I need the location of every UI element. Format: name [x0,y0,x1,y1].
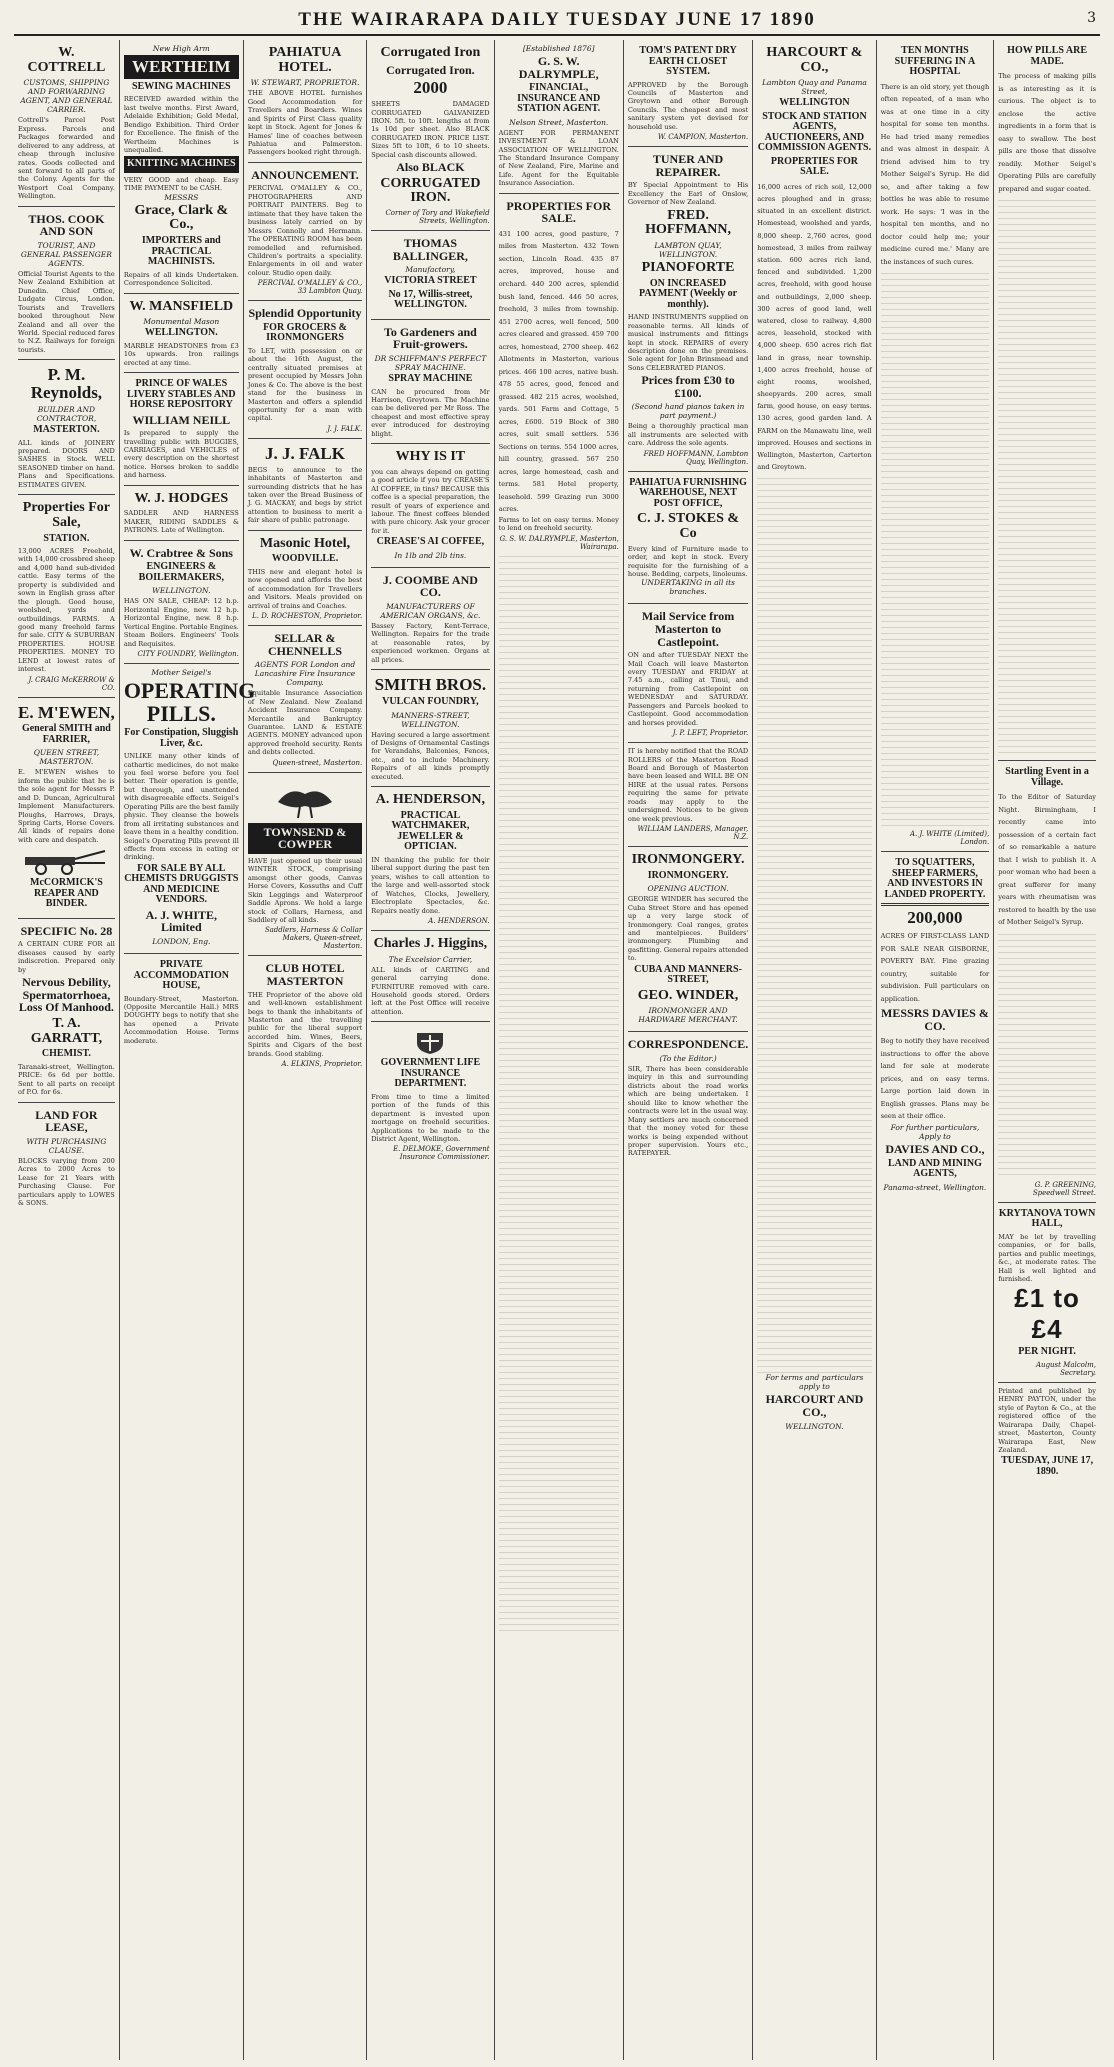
tuner-body: BY Special Appointment to His Excellency the Earl of Onslow, Governor of New Zealand. [627,181,749,207]
land-body: BLOCKS varying from 200 Acres to 2000 Acres to Lease for 21 Years with Purchasing Clause. For particulars apply to LOWES & SONS. [18,1156,115,1207]
cook-name: THOS. COOK AND SON [28,211,105,239]
ad-falk [248,439,362,531]
established-label: [Established 1876] [522,44,595,53]
ad-henderson [371,787,489,931]
column-9 [994,40,1100,2060]
ad-splendid [248,301,362,439]
ad-prince-of-wales [124,373,239,486]
iron-qty: 2000 [413,78,448,98]
ad-spray [371,320,489,444]
fine-print-texture [499,551,619,1631]
pianos-heading: PIANOFORTE [641,260,735,275]
ten-body: There is an old story, yet though often repeated, of a man who was at one time in a city hospital for some ten months. He had tried many remedies and was almost in despair. A friend advised him to try Mother Seigel's Syrup. He did so, and after taking a few bottles he was able to resume work. He says: 'I was in the hospital ten months, and no doctor could help me; your medicine cured me.' Many are the instances of such cures. [880,82,990,266]
ad-hodges [124,486,239,541]
column-3 [244,40,367,2060]
prices-body: Being a thoroughly practical man all instruments are selected with care. Address the sole agents. [627,422,749,448]
garratt-body: Taranaki-street, Wellington. PRICE: 6s 6d per bottle. Sent to all parts on receipt of P.O. for 6s. [18,1062,115,1097]
ad-cook [18,207,115,361]
crabtree-name: W. Crabtree & Sons [129,545,233,560]
ad-properties [18,495,115,697]
corr-body: SIR, There has been considerable inquiry in this and surrounding districts about the road works which are being undertaken. I should like to know whether the contracts were let in the usual way. Many settlers are much concerned that the money voted for these works is being expended without proper supervision. Yours etc., RATEPAYER. [627,1065,749,1158]
column-7 [753,40,876,2060]
knitting-name: KNITTING MACHINES [124,156,239,173]
garratt-trade: CHEMIST. [41,1048,91,1060]
ad-reynolds [18,360,115,495]
imprint-body: Printed and published by HENRY PAYTON, under the style of Payton & Co., at the registered office of the Wairarapa Daily, Chapel-street, Masterton, County Wairarapa East, New Zealand. [998,1386,1096,1455]
prices-heading: Prices from £30 to £100. [641,373,735,400]
grace-trade: IMPORTERS and PRACTICAL MACHINISTS. [141,235,221,268]
ad-mansfield [124,294,239,374]
props-more: Farms to let on easy terms. Money to lend on freehold security. [498,515,619,533]
announce-body: PERCIVAL O'MALLEY & CO., PHOTOGRAPHERS AND PORTRAIT PAINTERS. Beg to intimate that they have taken the business lately carried on by Messrs Connolly and Hermann. The OPERATING ROOM has been remodelled and refurnished. Children's portraits a speciality. Enlargements in oil and water colour. Studio open daily. [247,184,363,277]
white-name: A. J. WHITE, Limited [145,907,218,935]
ad-hoffmann [628,147,748,472]
townsend-body: HAVE just opened up their usual WINTER STOCK, comprising amongst other goods, Canvas Horse Covers, Kossuths and Cuff Skin Leggings and Waterproof Saddle Aprons. We hold a large stock of Collars, Harness, and Saddlery of all kinds. [247,856,363,925]
columns [14,40,1100,2060]
seigel-top: Mother Seigel's [151,667,212,677]
mail-body: ON and after TUESDAY NEXT the Mail Coach will leave Masterton every TUESDAY and FRIDAY at 7.45 a.m., calling at Tinui, and returning from Castlepoint on WEDNESDAY and SATURDAY. Passengers and Parcels booked to Castlepoint. Good accommodation and horses provided. [627,651,749,727]
hoffmann-place: LAMBTON QUAY, WELLINGTON. [654,241,722,259]
iron-also: Also BLACK [396,160,465,175]
announce-name: ANNOUNCEMENT. [251,167,359,182]
ten-heading: TEN MONTHS SUFFERING IN A HOSPITAL [894,45,976,77]
coombe-name: J. COOMBE AND CO. [382,572,478,600]
ironmongery-sub: IRONMONGERY. [647,869,729,881]
winder-name: GEO. WINDER, [637,987,739,1003]
harcourt-sub: Lambton Quay and Panama Street, [762,78,867,97]
specific-body: A CERTAIN CURE FOR all diseases caused by early indiscretion. Prepared only by [18,940,115,974]
ad-government-insurance [371,1022,489,1166]
sellar-signature: Queen-street, Masterton. [272,758,363,767]
davies-apply: For further particulars, Apply to [890,1122,980,1141]
harcourt-signature: HARCOURT AND CO., [765,1392,864,1419]
splendid-heading: Splendid Opportunity [248,306,362,321]
fine-print-texture [998,929,1096,1179]
higgins-trade: The Excelsior Carrier, [388,954,473,964]
cottrell-body: Cottrell's Parcel Post Express. Parcels and Packages forwarded and delivered to any address, at cheap through inclusive rates. Goods collected and sent forward to all parts of the Colony. Agents for the Westport Coal Company. Wellington. [18,116,115,201]
column-5 [495,40,624,2060]
henderson-trade: PRACTICAL WATCHMAKER, JEWELLER & OPTICIAN. [391,809,470,853]
article-startling [998,761,1096,1203]
davies-trade: LAND AND MINING AGENTS, [887,1157,982,1180]
ad-mewen [18,698,115,919]
properties-signature: J. CRAIG McKERROW & CO. [28,675,115,692]
ad-sellar [248,626,362,773]
club-signature: A. ELKINS, Proprietor. [281,1060,363,1069]
lanes-signature: WILLIAM LANDERS, Manager, N.Z. [637,825,749,842]
fine-print-texture [881,268,990,828]
imprint-date: TUESDAY, JUNE 17, 1890. [1001,1455,1094,1477]
town-body: MAY be let by travelling companies, or for balls, parties and public meetings, &c., at moderate rates. The Hall is well lighted and furnished. [998,1232,1096,1284]
column-2 [120,40,256,2060]
hoffmann-name: FRED. HOFFMANN, [645,207,731,238]
ad-town-hall [998,1203,1096,1383]
dalrymple-name: G. S. W. DALRYMPLE, [518,54,599,81]
davies-body: Beg to notify they have received instructions to offer the above land for sale at moderate prices, and on easy terms. Large portion laid down in English grasses. Plans may be seen at their office. [880,1037,990,1121]
wertheim-sub: SEWING MACHINES [131,80,231,92]
seigel-name: OPERATING PILLS. [123,677,256,727]
crabtree-place: WELLINGTON. [152,586,211,596]
iron-signature: Corner of Tory and Wakefield Streets, Wellington. [385,209,490,226]
pahiatua-furnishing-heading: PAHIATUA FURNISHING WAREHOUSE, NEXT POST OFFICE, [629,476,747,509]
column-6 [624,40,753,2060]
ad-road-rollers [628,743,748,847]
properties-sub: STATION. [43,532,90,544]
splendid-body: To LET, with possession on or about the 16th August, the centrally situated premises at present occupied by Messrs John Jones & Co. The above is the best stand for the business in Masterton and offers a splendid opportunity for a man with capital. [247,346,363,423]
land-sub: WITH PURCHASING CLAUSE. [26,1136,107,1155]
props-heading: PROPERTIES FOR SALE. [506,198,611,226]
ad-crabtree [124,541,239,664]
sellar-name: SELLAR & CHENNELLS [268,631,343,658]
ad-corrugated-iron [371,40,489,231]
splendid-sub: FOR GROCERS & IRONMONGERS [263,321,347,344]
properties-heading: Properties For Sale, [22,500,111,530]
column-1 [14,40,120,2060]
tom-heading: TOM'S PATENT DRY EARTH CLOSET SYSTEM. [639,45,737,77]
ad-harcourt [757,40,871,1438]
spray-body: CAN be procured from Mr Harrison, Greytown. The Machine can be delivered per Mr Ross. The cheapest and most effective spray ever introduced for destroying blight. [371,387,490,438]
coombe-body: Bassey Factory, Kent-Terrace, Wellington. Repairs for the trade at reasonable rates, by experienced workmen. Organs at all prices. [371,622,490,664]
wertheim-name: WERTHEIM [124,55,239,79]
fine-print-texture [757,473,871,1373]
prices-sub: (Second hand pianos taken in part payment.) [631,402,745,421]
garden-body: DR SCHIFFMAN'S PERFECT SPRAY MACHINE. [374,354,487,373]
dalrymple-body: AGENT FOR PERMANENT INVESTMENT & LOAN ASSOCIATION OF WELLINGTON. The Standard Insurance Company of New Zealand, Fire, Marine and Life. Agent for the Equitable Insurance Association. [498,128,619,188]
ballinger-place: No 17, Willis-street, WELLINGTON. [388,288,473,311]
pahiatua-name: PAHIATUA HOTEL. [268,45,342,75]
townsend-signature: Saddlers, Harness & Collar Makers, Queen-street, Masterton. [264,926,363,951]
town-price-sub: PER NIGHT. [1018,1346,1076,1358]
govt-signature: E. DELMOKE, Government Insurance Commissioner. [393,1145,490,1162]
splendid-signature: J. J. FALK. [327,424,363,433]
town-price: £1 to £4 [1014,1283,1080,1345]
sellar-body: Equitable Insurance Association of New Zealand. New Zealand Accident Insurance Company. Mercantile and Bankruptcy Guarantee. LAND & ESTATE AGENTS. MONEY advanced upon approved freehold security. Rents and debts collected. [247,689,363,757]
reynolds-name: P. M. Reynolds, [30,365,103,403]
squatters-body: ACRES OF FIRST-CLASS LAND FOR SALE NEAR GISBORNE, POVERTY BAY. Fine grazing country, suitable for subdivision. Full particulars on application. [880,932,990,1003]
reynolds-trade: BUILDER AND CONTRACTOR, [36,405,97,423]
ad-townsend [248,773,362,957]
ironmongery-place: CUBA AND MANNERS-STREET, [634,963,742,986]
pianos-sub: ON INCREASED PAYMENT (Weekly or monthly). [638,277,738,310]
iron-body: SHEETS DAMAGED CORRUGATED GALVANIZED IRON. 5ft. to 10ft. lengths at from 1s 10d per sheet. Also BLACK CORRUGATED IRON. PRICE LIST. Sizes 5ft to 10ft, 6 to 10 sheets. Special cash discounts allowed. [371,100,490,159]
coombe-trade: MANUFACTURERS OF AMERICAN ORGANS, &c. [380,602,481,621]
cook-body: Official Tourist Agents to the New Zealand Exhibition at Dunedin. Chief Office, Ludgate Circus, London. Tourists and Travellers booked throughout New Zealand and all over the World. Special reduced fares to N.Z. Railways for foreign tourists. [18,269,115,354]
lanes-body: IT is hereby notified that the ROAD ROLLERS of the Masterton Road Board and Borough of Masterton have been leased and WILL BE ON HIRE at the usual rates. Persons requiring the same for private roads may apply to the undersigned. Notices to be given one week previous. [627,747,749,823]
private-heading: PRIVATE ACCOMMODATION HOUSE, [133,959,229,992]
messrs-label: MESSRS [164,192,199,202]
props-signature: G. S. W. DALRYMPLE, Masterton, Wairarapa. [499,534,619,551]
crabtree-body: HAS ON SALE, CHEAP: 12 h.p. Horizontal Engine, new. 12 h.p. Horizontal Engine, new. 8 h.p. Vertical Engine. Portable Engines. Steam Boilers. Engineers' Tools and Requisites. [123,597,239,648]
ad-seigel-pills [123,664,256,954]
private-body: Boundary-Street, Masterton. (Opposite Mercantile Hall.) MRS DOUGHTY begs to notify that she has opened a Private Accommodation House. Terms moderate. [123,994,239,1045]
pahiatua-prop: W. STEWART, PROPRIETOR. [250,78,360,88]
reynolds-body: ALL kinds of JOINERY prepared. DOORS AND SASHES in Stock. WELL SEASONED timber on hand. Plans and Specifications. ESTIMATES GIVEN. [18,438,115,489]
ad-crease-coffee [371,444,489,568]
mansfield-name: W. MANSFIELD [129,298,234,314]
mansfield-body: MARBLE HEADSTONES from £3 10s upwards. Iron railings erected at any time. [123,341,239,367]
garden-heading: To Gardeners and Fruit-growers. [383,324,477,352]
davies-name: DAVIES AND CO., [885,1141,985,1156]
masonic-name: Masonic Hotel, [259,535,351,551]
stokes-body: Every kind of Furniture made to order, and kept in stock. Every requisite for the furnishing of a house. Bedding, carpets, linoleums. [627,544,749,578]
ad-club-hotel [248,956,362,1073]
saddle-illustration-icon [270,780,340,820]
mansfield-trade: Monumental Mason [143,317,220,327]
harcourt-terms: For terms and particulars apply to [765,1373,864,1392]
ad-ironmongery [628,847,748,1032]
mail-signature: J. P. LEFT, Proprietor. [672,729,749,738]
spray-name: SPRAY MACHINE [388,373,473,385]
henderson-name: A. HENDERSON, [375,792,486,808]
ten-signature: A. J. WHITE (Limited), London. [910,830,990,847]
town-heading: KRYTANOVA TOWN HALL, [998,1207,1096,1230]
tom-signature: W. CAMPION, Masterton. [657,133,749,142]
harcourt-body: 16,000 acres of rich soil, 12,000 acres ploughed and in grass; situated in an excellent district. Homestead, woolshed and yards, 8,000 sheep. 2,760 acres, good homestead, 3 miles from railway station. 600 acres rich land, fenced and subdivided. 1,200 acres, freehold, with good house and outbuildings, 2,000 sheep. 300 acres of good land, well watered, close to railway. 4,800 acres, leasehold, stocked with 4,000 sheep. 650 acres rich flat land in grass, near township. 1,400 acres freehold, house of eight rooms, woolshed, sheepyards. 200 acres, small farm, good house, on easy terms. 130 acres, good garden land. A FARM on the Manawatu line, well improved. Houses and sections in Wellington, Masterton, Carterton and Greytown. [757,182,872,472]
tuner-heading: TUNER AND REPAIRER. [652,152,724,179]
club-body: THE Proprietor of the above old and well-known establishment begs to thank the inhabitants of Masterton and the travelling public for the liberal support accorded him. Wines, Beers, Spirits and Cigars of the best brands. Good stabling. [247,990,363,1058]
govt-heading: GOVERNMENT LIFE INSURANCE DEPARTMENT. [380,1057,481,1090]
harcourt-name: HARCOURT & CO., [766,45,863,75]
ironmongery-heading: IRONMONGERY. [631,852,745,868]
white-place: LONDON, Eng. [152,937,211,947]
garratt-name: T. A. GARRATT, [30,1015,103,1046]
squatters-heading: TO SQUATTERS, SHEEP FARMERS, AND INVESTORS IN LANDED PROPERTY. [884,857,986,900]
harcourt-signature-place: WELLINGTON. [785,1421,844,1431]
pills-heading: HOW PILLS ARE MADE. [1007,45,1088,67]
ad-smith-bros [371,670,489,787]
corr-sub: (To the Editor.) [659,1054,717,1063]
townsend-name: TOWNSEND & COWPER [248,823,362,854]
pills-body: The process of making pills is as interesting as it is curious. The object is to enclose the active ingredients in a form that is easy to swallow. The best pills are those that dissolve readily. Mother Seigel's Operating Pills are carefully prepared and sugar coated. [998,72,1096,193]
higgins-body: ALL kinds of CARTING and general carrying done. FURNITURE removed with care. Household goods stored. Orders left at the Post Office will receive attention. [371,965,490,1016]
ad-masonic [248,531,362,626]
startling-body: To the Editor of Saturday Night. Birmingham, I recently came into possession of a certain fact of so remarkable a nature that I wish to publish it. A poor woman who had been a great sufferer for many years with rheumatism was restored to health by the use of Mother Seigel's Syrup. [998,793,1096,927]
mewen-name: E. M'EWEN, [18,702,115,722]
higgins-name: Charles J. Higgins, [373,935,488,951]
ad-pahiatua-hotel [248,40,362,163]
crease-name: CREASE'S AI COFFEE, [376,536,485,548]
cottrell-name: W. COTTRELL [27,45,106,75]
announce-signature: PERCIVAL O'MALLEY & CO., 33 Lambton Quay. [257,279,363,296]
tom-body: APPROVED by the Borough Councils of Masterton and Greytown and other Borough Councils. The cheapest and most sanitary system yet devised for household use. [627,80,749,131]
ironmongery-open: OPENING AUCTION. [647,884,729,894]
props-body: 431 100 acres, good pasture, 7 miles from Masterton. 432 Town section, Lincoln Road. 435 87 acres, improved, house and orchard. 440 200 acres, splendid bush land, fenced. 446 50 acres, freehold, 3 miles from township. 451 2700 acres, well fenced, 500 acres cleared and grassed. 459 700 acres, homestead, 2700 sheep. 462 Allotments in Masterton, various prices. 466 100 acres, native bush. 478 55 acres, good, fenced and grassed. 482 215 acres, woolshed, yards. 501 Farm and Cottage, 5 acres, £600. 519 Block of 380 acres, suit small settlers. 536 Sections on terms. 554 1000 acres, hill country, grassed. 567 250 acres, large homestead, cash and terms. 581 Hotel property, leasehold. 599 Grazing run 3000 acres. [498,229,619,514]
smith-body: Having secured a large assortment of Designs of Ornamental Castings for Verandahs, Balconies, Fences, etc., and to include Machinery. Repairs of all kinds promptly executed. [371,730,490,781]
seigel-body: UNLIKE many other kinds of cathartic medicines, do not make you feel worse before you feel better. Their operation is gentle, but thorough, and unattended with disagreeable effects. Seigel's Operating Pills are the best family physic. They cleanse the bowels from all irritating substances and leave them in a healthy condition. Seigel's Operating Pills prevent ill effects from excess in eating or drinking. [123,752,239,862]
town-signature: August Malcolm, Secretary. [1036,1360,1096,1377]
reaper-illustration-icon [23,847,109,875]
wertheim-top: New High Arm [152,44,210,53]
prince-body: Is prepared to supply the travelling public with BUGGIES, CARRIAGES, and VEHICLES of every description on the shortest notice. Horses broken to saddle and harness. [123,429,239,480]
smith-name: SMITH BROS. [374,675,487,695]
masonic-place: WOODVILLE. [271,553,339,565]
land-heading: LAND FOR LEASE, [35,1107,98,1135]
mewen-trade: General SMITH and FARRIER, [21,723,111,745]
stokes-name: C. J. STOKES & Co [637,511,740,541]
ad-higgins [371,931,489,1022]
mail-heading: Mail Service from Masterton to Castlepoint. [641,609,735,649]
prince-heading: PRINCE OF WALES LIVERY STABLES AND HORSE REPOSITORY [127,378,236,411]
divider [881,903,990,906]
ad-ballinger [371,231,489,320]
ad-specific [18,919,115,1103]
stokes-signature: UNDERTAKING in all its branches. [641,578,735,597]
masthead-title: THE WAIRARAPA DAILY TUESDAY JUNE 17 1890 [298,9,816,30]
crest-icon [413,1029,447,1055]
ad-wertheim [124,40,239,294]
wertheim-body: RECEIVED awarded within the last twelve months. First Award, Adelaide Exhibition; Gold Medal, Bendigo Exhibition. Third Order for Excellence. The finish of the Wertheim Machines is unequalled. [123,95,239,154]
why-heading: WHY IS IT [395,449,466,465]
mccormick-line: McCORMICK'S REAPER AND BINDER. [30,877,103,910]
ad-properties-list [499,194,619,1636]
harcourt-place: WELLINGTON [779,97,850,109]
ironmongery-body: GEORGE WINDER has secured the Cuba Street Store and has opened up a very large stock of Ironmongery. Coal ranges, grates and mantelpieces. Builders' ironmongery. Plumbing and gasfitting. General repairs attended to. [627,895,749,963]
ballinger-name: THOMAS BALLINGER, [392,236,468,263]
properties-body: 13,000 ACRES Freehold, with 14,000 crossbred sheep and 4,000 hand sub-divided cattle. Easy terms of the property is subdivided and sown in English grass after the plough. Good house, woolshed, yards and outbuildings. FARMS. A good many freehold farms for sale. CITY & SUBURBAN PROPERTIES. HOUSE PROPERTIES. MONEY TO LEND at lowest rates of interest. [18,547,115,674]
iron-sub: Corrugated Iron. [386,62,475,77]
prices-signature: FRED HOFFMANN, Lambton Quay, Wellington. [643,449,749,466]
sellar-trade: AGENTS FOR London and Lancashire Fire Insurance Company. [254,660,356,688]
squatters-amount: 200,000 [907,908,963,928]
winder-trade: IRONMONGER AND HARDWARE MERCHANT. [638,1006,738,1025]
pianos-body: HAND INSTRUMENTS supplied on reasonable terms. All kinds of musical instruments and fittings kept in stock. REPAIRS of every description done on the premises. Sole agent for John Brinsmead and Sons CELEBRATED PIANOS. [627,313,749,372]
reynolds-place: MASTERTON. [33,424,100,435]
ad-squatters [881,852,990,1198]
specific-ailment: Nervous Debility, Spermatorrhoea, Loss Of Manhood. [18,975,114,1015]
ad-dry-earth [628,40,748,147]
imprint [998,1383,1096,1486]
cook-trade: TOURIST, AND GENERAL PASSENGER AGENTS. [20,240,112,268]
pahiatua-body: THE ABOVE HOTEL furnishes Good Accommodation for Travellers and Boarders. Wines and Spirits of First Class quality kept in Stock. Agent for Jones & Hames' line of coaches between Pahiatua and Palmerston. Passengers booked right through. [247,89,363,157]
henderson-signature: A. HENDERSON. [428,916,490,925]
column-4 [367,40,494,2060]
corr-heading: CORRESPONDENCE. [627,1037,749,1052]
govt-body: From time to time a limited portion of the funds of this department is invested upon mortgage on freehold securities. Applications to be made to the District Agent, Wellington. [371,1092,490,1143]
henderson-body: IN thanking the public for their liberal support during the past ten years, wishes to call attention to the large and well-assorted stock of Watches, Clocks, Jewellery, Electroplate Spectacles, &c. Repairs neatly done. [371,855,490,915]
smith-place: MANNERS-STREET, WELLINGTON. [391,710,470,729]
mansfield-place: WELLINGTON. [144,327,218,339]
iron-name: Corrugated Iron [380,45,481,60]
smith-trade: VULCAN FOUNDRY, [382,696,479,708]
prince-name: WILLIAM NEILL [132,412,231,427]
crease-sub: In 1lb and 2lb tins. [394,550,467,560]
seigel-sale: FOR SALE BY ALL CHEMISTS DRUGGISTS AND MEDICINE VENDORS. [124,862,239,906]
cottrell-trade: CUSTOMS, SHIPPING AND FORWARDING AGENT, AND GENERAL CARRIER. [20,78,113,115]
ad-private-accommodation [124,954,239,1050]
hodges-name: W. J. HODGES [134,490,229,506]
knitting-body: VERY GOOD and cheap. Easy TIME PAYMENT to be CASH. [123,175,239,193]
ad-coombe [371,568,489,670]
why-body: you can always depend on getting a good article if you try CREASE'S AI COFFEE, in tins? BECAUSE this coffee is a special preparation, the result of years of experience and labour. The finest coffees blended with pure chicory. Ask your grocer for it. [371,467,490,535]
ad-announcement [248,163,362,301]
ad-dalrymple [499,40,619,194]
hodges-body: SADDLER AND HARNESS MAKER, RIDING SADDLES & PATRONS. Late of Wellington. [123,509,239,535]
dalrymple-trade: FINANCIAL, INSURANCE AND STATION AGENT. [517,82,601,115]
grace-name: Grace, Clark & Co., [134,202,229,233]
davies-place: Panama-street, Wellington. [883,1182,987,1192]
ad-stokes [628,472,748,605]
mewen-place: QUEEN STREET, MASTERTON. [33,748,100,767]
crabtree-trade: ENGINEERS & BOILERMAKERS, [138,561,224,583]
masonic-signature: L. D. ROCHESTON, Proprietor. [252,612,363,621]
article-pills [998,40,1096,761]
falk-body: BEGS to announce to the inhabitants of Masterton and surrounding districts that he has taken over the Bread Business of J. G. MACKAY, and begs by strict attention to business to merit a fair share of public patronage. [247,465,363,525]
harcourt-trade: STOCK AND STATION AGENTS, AUCTIONEERS, AND COMMISSION AGENTS. [757,110,872,154]
iron-black: CORRUGATED IRON. [380,175,481,206]
ad-cottrell [18,40,115,207]
ballinger-trade: Manufactory, [405,265,456,275]
ad-land-lease [18,1103,115,1213]
fine-print-texture [998,195,1096,755]
dalrymple-place: Nelson Street, Masterton. [509,117,609,127]
startling-heading: Startling Event in a Village. [1005,766,1089,788]
ballinger-addr: VICTORIA STREET [384,275,477,287]
falk-name: J. J. FALK [265,443,345,463]
mewen-body: E. M'EWEN wishes to inform the public that he is the sole agent for Messrs P. and D. Duncan, Agricultural Implement Manufacturers. Ploughs, Harrows, Drays, Spring Carts, Horse Covers. All kinds of repairs done with care and despatch. [18,768,115,844]
ad-mail-service [628,604,748,743]
correspondence [628,1032,748,1162]
masonic-body: THIS new and elegant hotel is now opened and affords the best of accommodation for Travellers and Visitors. Meals provided on arrival of trains and Coaches. [247,567,363,610]
startling-signature: G. P. GREENING, Speedwell Street. [1032,1180,1096,1197]
crabtree-signature: CITY FOUNDRY, Wellington. [137,649,239,658]
harcourt-props: PROPERTIES FOR SALE. [770,155,859,178]
seigel-sub: For Constipation, Sluggish Liver, &c. [124,727,239,749]
article-ten-months [881,40,990,852]
column-8 [877,40,995,2060]
page-number: 3 [1087,10,1096,26]
masthead [14,6,1100,36]
specific-heading: SPECIFIC No. 28 [20,923,113,938]
grace-body: Repairs of all kinds Undertaken. Correspondence Solicited. [123,270,239,288]
davies-heading: MESSRS DAVIES & CO. [881,1006,989,1033]
club-name: CLUB HOTEL MASTERTON [265,961,345,989]
